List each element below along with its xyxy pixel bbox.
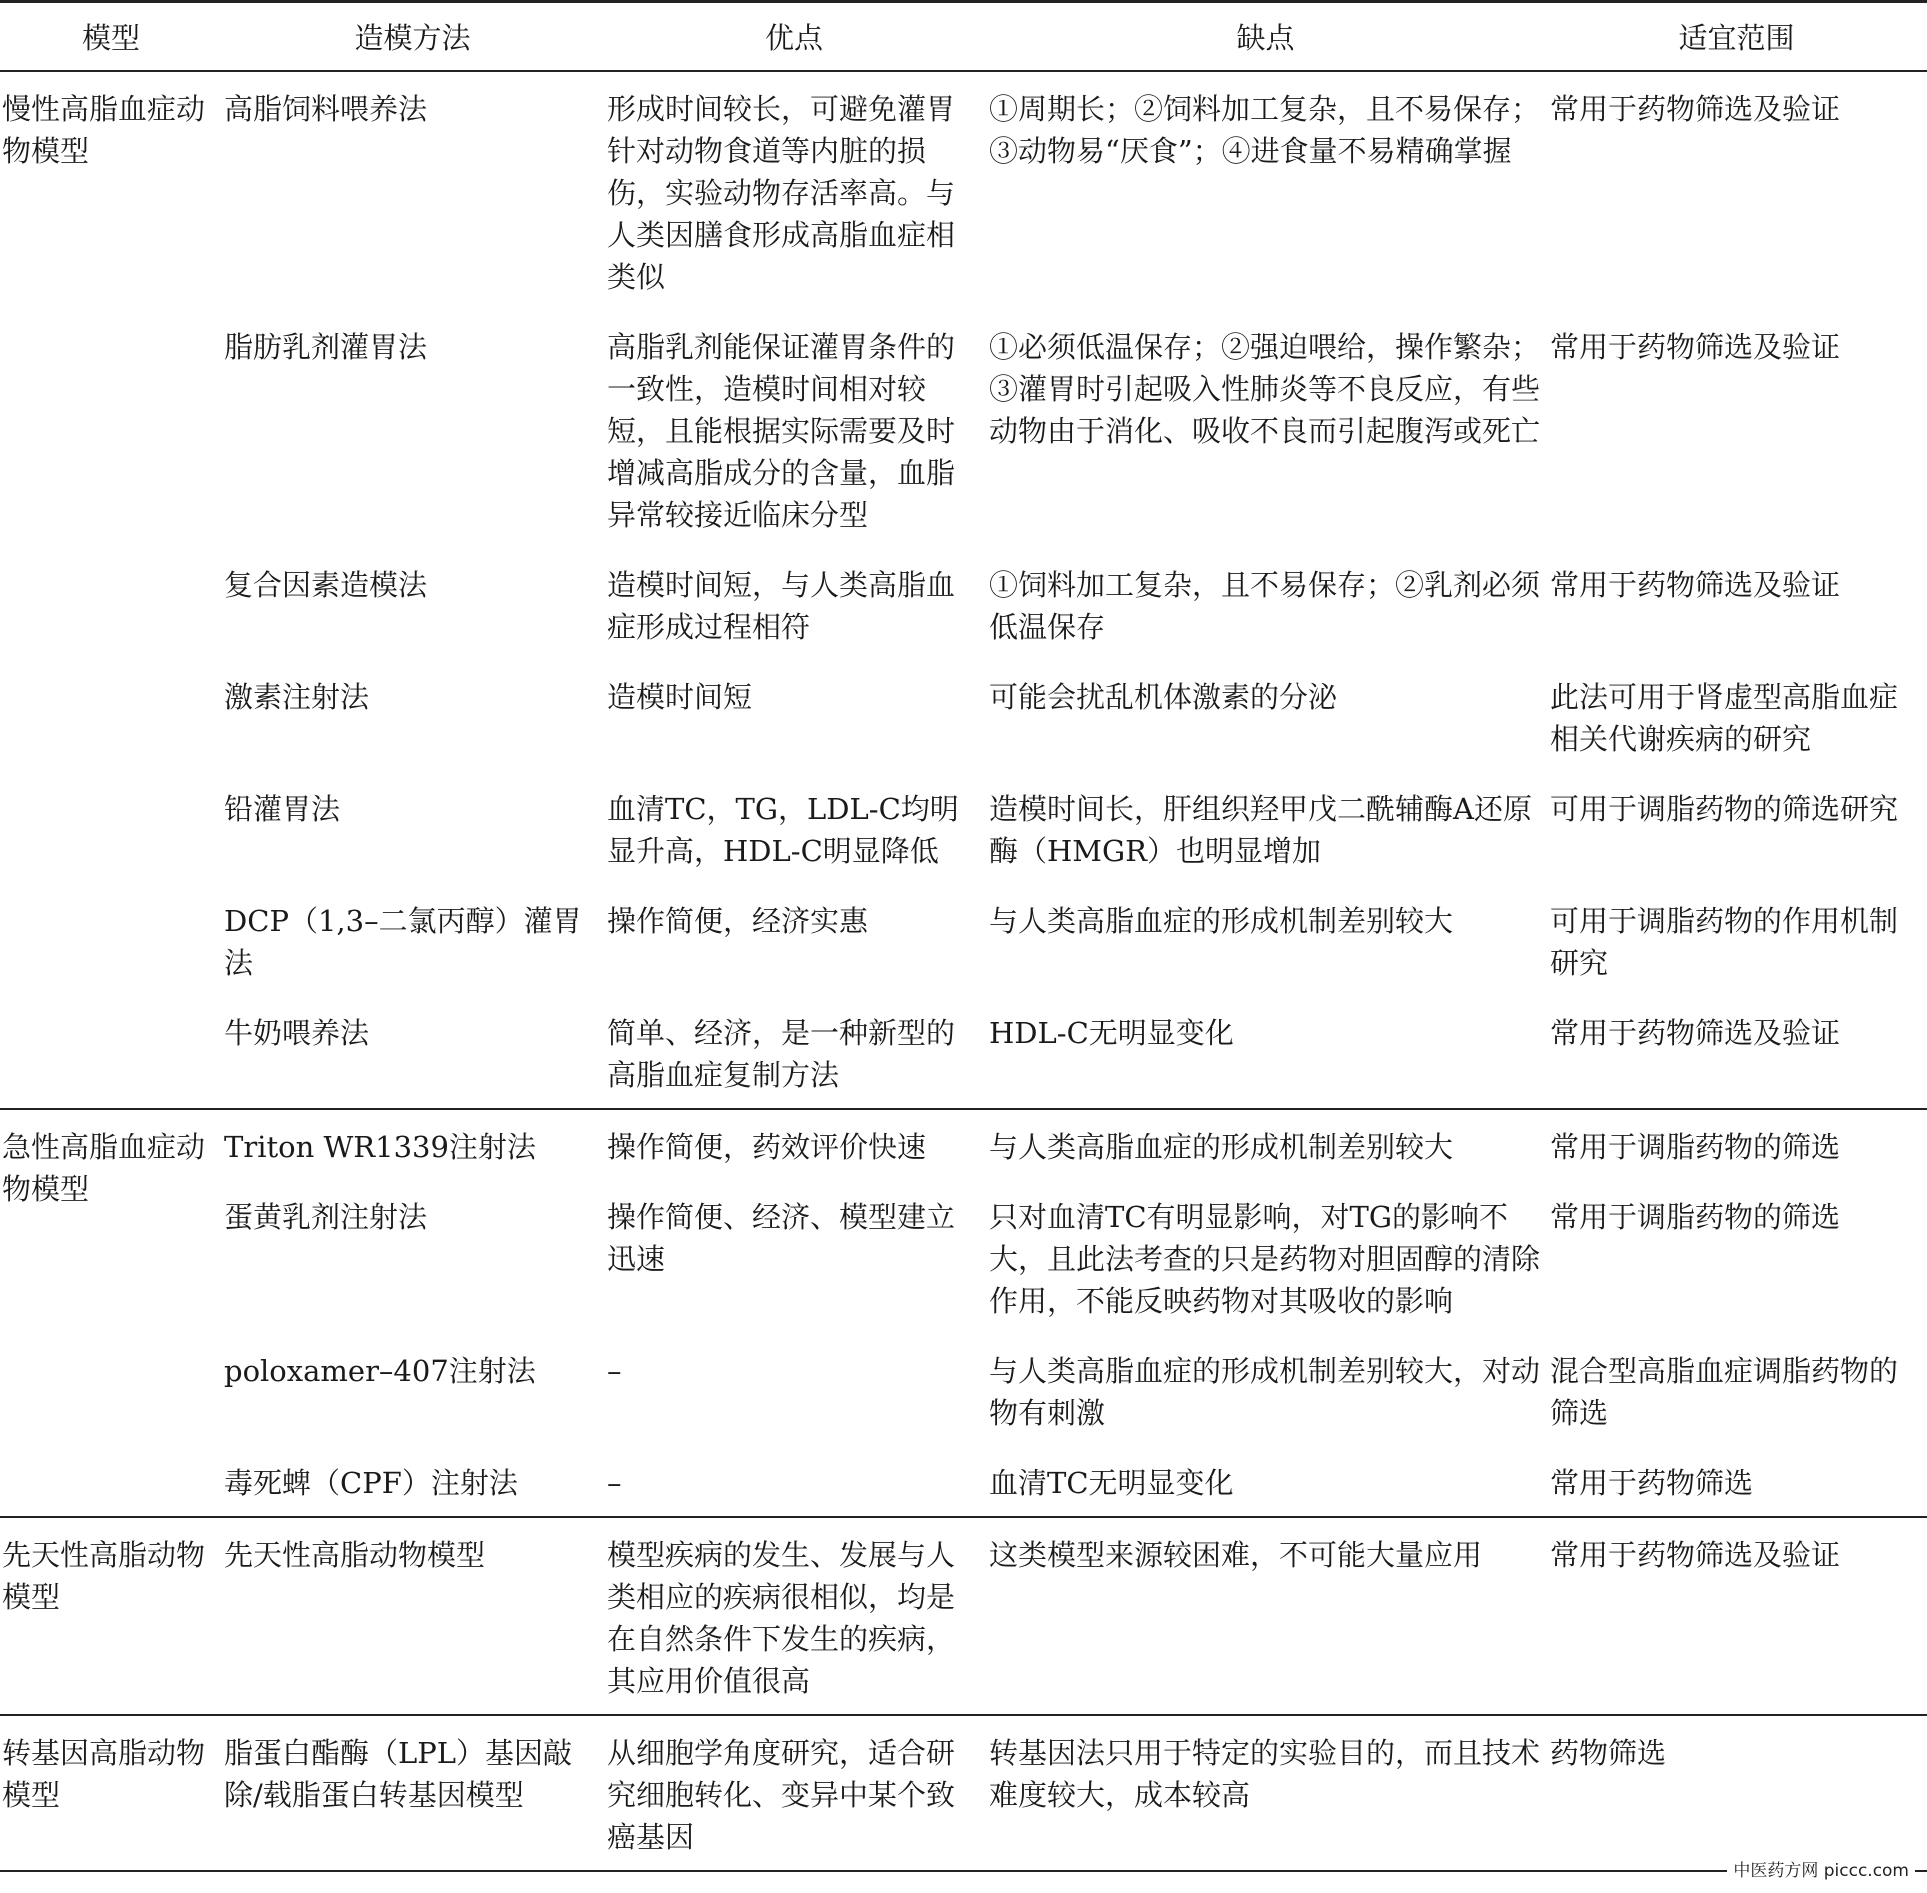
scope-cell: 常用于药物筛选及验证 (1546, 1517, 1927, 1715)
cons-cell: 可能会扰乱机体激素的分泌 (989, 680, 1338, 714)
scope-cell: 此法可用于肾虚型高脂血症相关代谢疾病的研究 (1550, 680, 1899, 756)
watermark: 中医药方网 piccc.com (1727, 1854, 1915, 1883)
cons-cell: 转基因法只用于特定的实验目的，而且技术难度较大，成本较高 (985, 1715, 1546, 1871)
cons-cell: 这类模型来源较困难，不可能大量应用 (985, 1517, 1546, 1715)
cons-cell: HDL-C无明显变化 (989, 1016, 1234, 1050)
header-scope: 适宜范围 (1546, 2, 1927, 72)
table-row (0, 1109, 1927, 1180)
pros-cell: 操作简便，经济实惠 (607, 904, 869, 938)
table-row (0, 660, 1927, 772)
scope-cell: 混合型高脂血症调脂药物的筛选 (1550, 1354, 1899, 1430)
table-row (0, 310, 1927, 548)
pros-cell: 造模时间短，与人类高脂血症形成过程相符 (607, 568, 956, 644)
method-cell: Triton WR1339注射法 (222, 1109, 603, 1180)
pros-cell: – (607, 1354, 622, 1388)
table-header-row (0, 2, 1927, 72)
header-method: 造模方法 (222, 2, 603, 72)
cons-cell: ①必须低温保存；②强迫喂给，操作繁杂；③灌胃时引起吸入性肺炎等不良反应，有些动物由于消化、吸收不良而引起腹泻或死亡 (989, 330, 1541, 448)
method-cell: poloxamer–407注射法 (224, 1354, 536, 1388)
table-row (0, 1446, 1927, 1517)
scope-cell: 可用于调脂药物的作用机制研究 (1550, 904, 1899, 980)
model-cell: 慢性高脂血症动物模型 (0, 71, 222, 1109)
method-cell: 先天性高脂动物模型 (222, 1517, 603, 1715)
table-row (0, 548, 1927, 660)
cons-cell: 与人类高脂血症的形成机制差别较大，对动物有刺激 (989, 1354, 1541, 1430)
model-cell: 先天性高脂动物模型 (0, 1517, 222, 1715)
method-cell: DCP（1,3–二氯丙醇）灌胃法 (224, 904, 582, 980)
method-cell: 铅灌胃法 (224, 792, 341, 826)
model-cell: 转基因高脂动物模型 (0, 1715, 222, 1871)
scope-cell: 可用于调脂药物的筛选研究 (1550, 792, 1899, 826)
cons-cell: 与人类高脂血症的形成机制差别较大 (989, 904, 1454, 938)
pros-cell: 操作简便、经济、模型建立迅速 (607, 1200, 956, 1276)
model-cell: 急性高脂血症动物模型 (0, 1109, 222, 1517)
cons-cell: ①饲料加工复杂，且不易保存；②乳剂必须低温保存 (989, 568, 1541, 644)
scope-cell: 常用于药物筛选及验证 (1546, 71, 1927, 310)
cons-cell: 造模时间长，肝组织羟甲戊二酰辅酶A还原酶（HMGR）也明显增加 (989, 792, 1532, 868)
method-cell: 毒死蜱（CPF）注射法 (224, 1466, 518, 1500)
scope-cell: 常用于药物筛选及验证 (1550, 330, 1841, 364)
cons-cell: 只对血清TC有明显影响，对TG的影响不大，且此法考查的只是药物对胆固醇的清除作用，不能反映药物对其吸收的影响 (989, 1200, 1541, 1318)
header-model: 模型 (0, 2, 222, 72)
table-row (0, 884, 1927, 996)
method-cell: 激素注射法 (224, 680, 370, 714)
table-row (0, 1517, 1927, 1715)
method-cell: 脂肪乳剂灌胃法 (224, 330, 428, 364)
scope-cell: 常用于药物筛选及验证 (1550, 1016, 1841, 1050)
pros-cell: 高脂乳剂能保证灌胃条件的一致性，造模时间相对较短，且能根据实际需要及时增减高脂成分的含量，血脂异常较接近临床分型 (607, 330, 956, 532)
cons-cell: ①周期长；②饲料加工复杂，且不易保存；③动物易“厌食”；④进食量不易精确掌握 (985, 71, 1546, 310)
method-cell: 牛奶喂养法 (224, 1016, 370, 1050)
table-row (0, 996, 1927, 1109)
table-row (0, 1715, 1927, 1871)
scope-cell: 常用于药物筛选 (1550, 1466, 1754, 1500)
cons-cell: 与人类高脂血症的形成机制差别较大 (985, 1109, 1546, 1180)
scope-cell: 常用于调脂药物的筛选 (1550, 1200, 1841, 1234)
pros-cell: 模型疾病的发生、发展与人类相应的疾病很相似，均是在自然条件下发生的疾病，其应用价值很高 (603, 1517, 985, 1715)
pros-cell: – (607, 1466, 622, 1500)
pros-cell: 血清TC，TG，LDL-C均明显升高，HDL-C明显降低 (607, 792, 959, 868)
method-cell: 复合因素造模法 (224, 568, 428, 602)
pros-cell: 从细胞学角度研究，适合研究细胞转化、变异中某个致癌基因 (603, 1715, 985, 1871)
table-row (0, 71, 1927, 310)
pros-cell: 形成时间较长，可避免灌胃针对动物食道等内脏的损伤，实验动物存活率高。与人类因膳食形成高脂血症相类似 (603, 71, 985, 310)
method-cell: 高脂饲料喂养法 (222, 71, 603, 310)
method-cell: 蛋黄乳剂注射法 (224, 1200, 428, 1234)
pros-cell: 操作简便，药效评价快速 (603, 1109, 985, 1180)
header-pros: 优点 (603, 2, 985, 72)
table-row (0, 772, 1927, 884)
table-row (0, 1180, 1927, 1334)
method-cell: 脂蛋白酯酶（LPL）基因敲除/载脂蛋白转基因模型 (222, 1715, 603, 1871)
header-cons: 缺点 (985, 2, 1546, 72)
table-row (0, 1334, 1927, 1446)
cons-cell: 血清TC无明显变化 (989, 1466, 1234, 1500)
pros-cell: 造模时间短 (607, 680, 753, 714)
scope-cell: 常用于调脂药物的筛选 (1546, 1109, 1927, 1180)
pros-cell: 简单、经济，是一种新型的高脂血症复制方法 (607, 1016, 956, 1092)
scope-cell: 常用于药物筛选及验证 (1550, 568, 1841, 602)
scope-cell: 药物筛选 (1546, 1715, 1927, 1871)
